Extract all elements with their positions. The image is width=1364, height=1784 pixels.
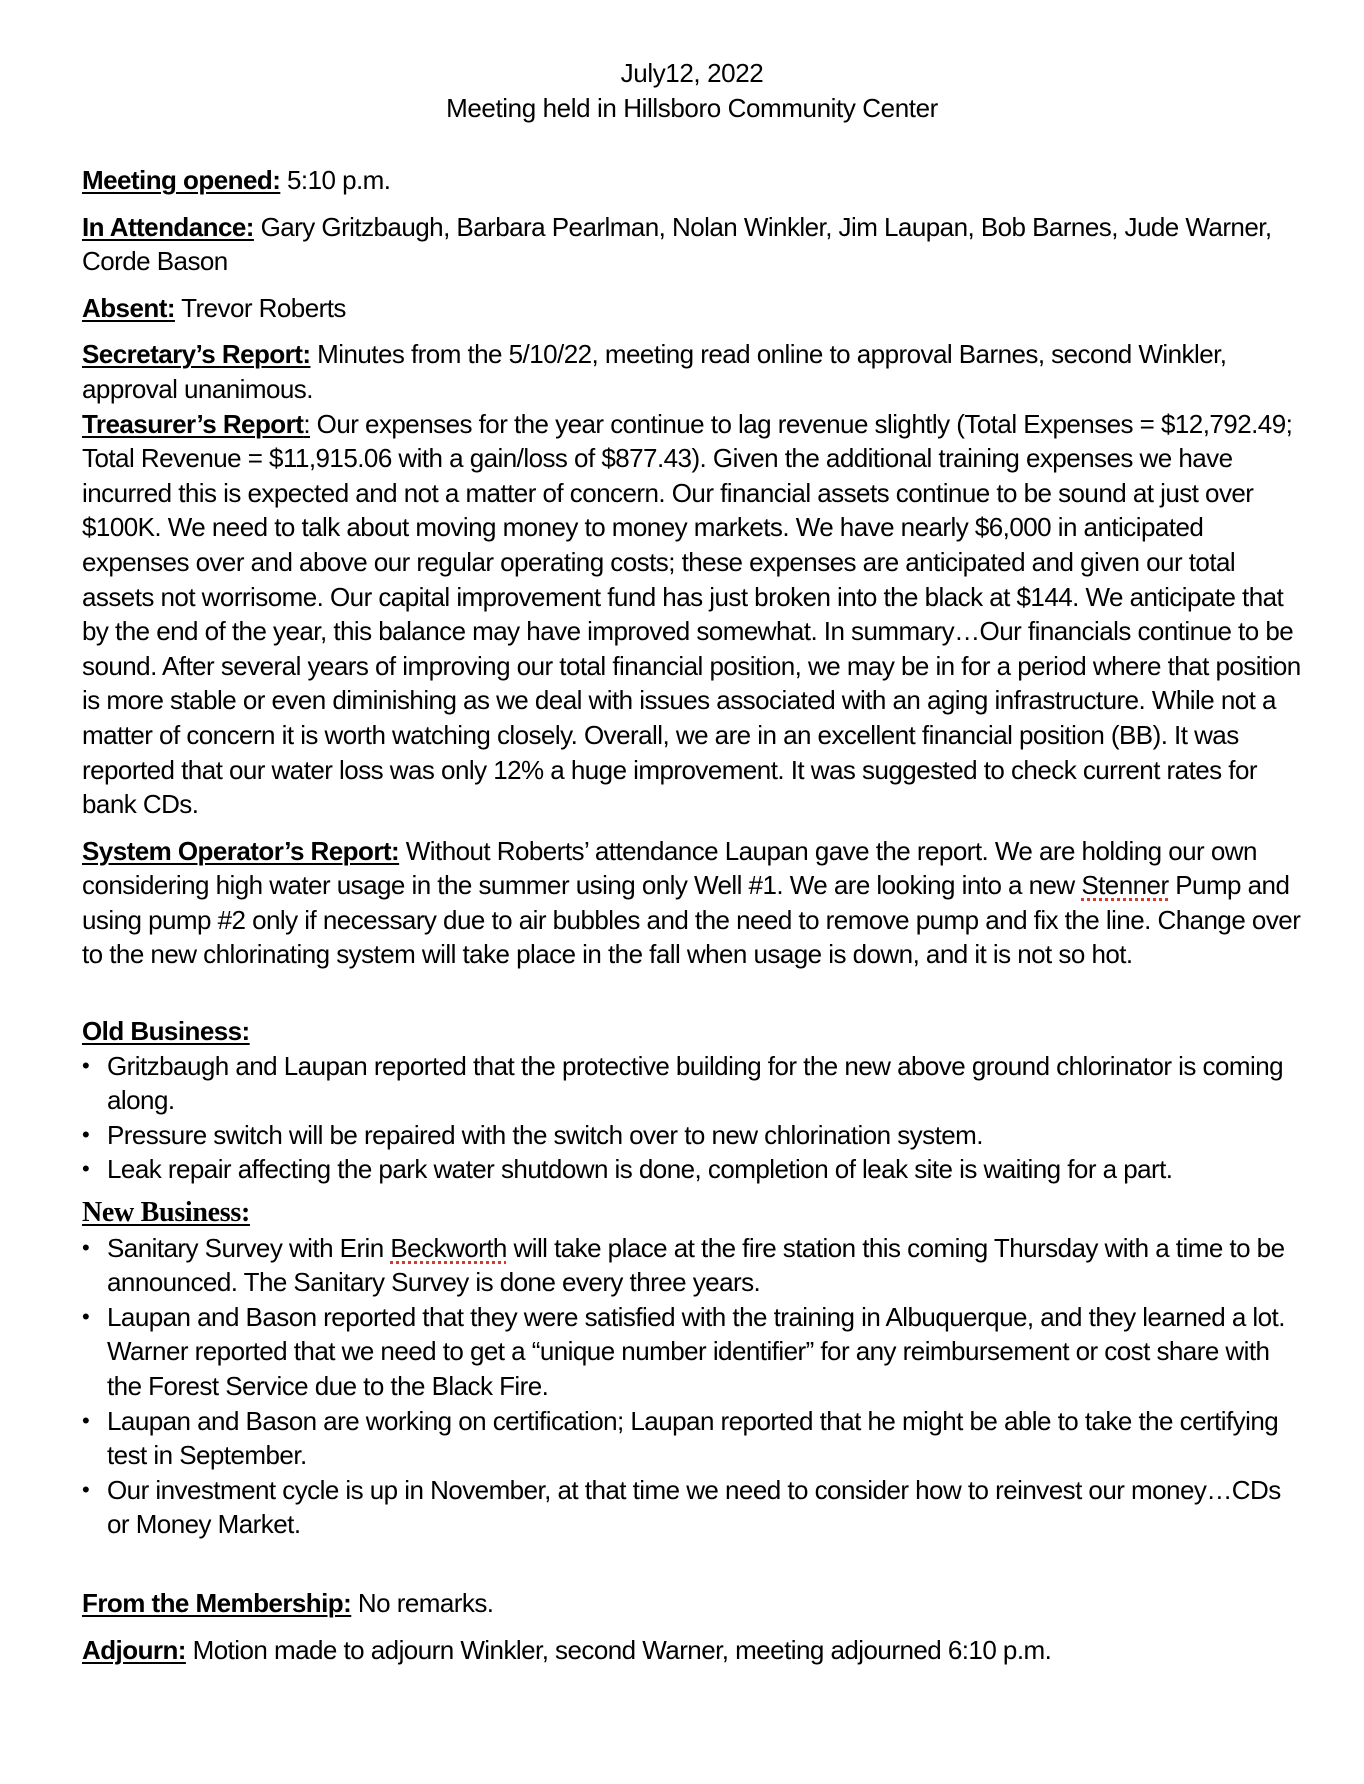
list-item: • Sanitary Survey with Erin Beckworth will take place at the fire station this coming Thursday with a time to be announced. The Sanitary Survey is done every three years. xyxy=(82,1232,1285,1298)
bullet-icon: • xyxy=(82,1407,90,1433)
list-item: • Gritzbaugh and Laupan reported that the protective building for the new above ground chlorinator is coming along. xyxy=(82,1050,1284,1116)
membership-section xyxy=(82,1586,1302,1621)
document-header xyxy=(82,56,1302,126)
bullet-icon: • xyxy=(82,1234,90,1260)
operator-report-text-b: Pump and using pump #2 only if necessary due to air bubbles and the need to remove pump and fix the line. Change over to the new chlorinating system will take place in the fall when usage is down, and it is not so hot. xyxy=(82,870,1301,970)
bullet-icon: • xyxy=(82,1156,90,1182)
treasurer-report-text: Our expenses for the year continue to lag revenue slightly (Total Expenses = $12,792.49; Total Revenue = $11,915.06 with a gain/loss of $877.43). Given the additional training expenses we have incurred this is expected and not a matter of concern. Our financial assets continue to be sound at just over $100K. We need to talk about moving money to money markets. We have nearly $6,000 in anticipated expenses over and above our regular operating costs; these expenses are anticipated and given our total assets not worrisome. Our capital improvement fund has just broken into the black at $144. We anticipate that by the end of the year, this balance may have improved somewhat. In summary…Our financials continue to be sound. After several years of improving our total financial position, we may be in for a period where that position is more stable or even diminishing as we deal with issues associated with an aging infrastructure. While not a matter of concern it is worth watching closely. Overall, we are in an excellent financial position (BB). It was reported that our water loss was only 12% a huge improvement. It was suggested to check current rates for bank CDs. xyxy=(82,408,1301,820)
adjourn-section xyxy=(82,1633,1302,1668)
adjourn-text: Motion made to adjourn Winkler, second Warner, meeting adjourned 6:10 p.m. xyxy=(185,1634,1052,1665)
new-business-list xyxy=(82,1231,1302,1542)
old-business-label: Old Business: xyxy=(82,1016,250,1047)
meeting-opened-section xyxy=(82,163,1302,198)
meeting-opened-label: Meeting opened: xyxy=(82,165,281,195)
list-item: • Leak repair affecting the park water shutdown is done, completion of leak site is waiting for a part. xyxy=(82,1152,1302,1187)
new-business-label: New Business: xyxy=(82,1197,251,1229)
operator-report-section xyxy=(82,834,1302,972)
treasurer-report-label: Treasurer’s Report xyxy=(82,408,304,439)
secretary-report-label: Secretary’s Report: xyxy=(82,339,311,370)
old-business-section xyxy=(82,1014,1302,1187)
attendance-label: In Attendance: xyxy=(82,211,254,242)
old-business-heading xyxy=(82,1014,1302,1049)
new-business-section xyxy=(82,1195,1302,1542)
attendance-list: Gary Gritzbaugh, Barbara Pearlman, Nolan Winkler, Jim Laupan, Bob Barnes, Jude Warner, Corde Bason xyxy=(82,211,1272,277)
spellcheck-flagged-word[interactable]: Beckworth xyxy=(390,1232,507,1263)
spellcheck-flagged-word[interactable]: Stenner xyxy=(1081,870,1169,901)
secretary-report-text: Minutes from the 5/10/22, meeting read online to approval Barnes, second Winkler, approval unanimous. xyxy=(82,339,1227,404)
adjourn-label: Adjourn: xyxy=(82,1634,186,1665)
membership-text: No remarks. xyxy=(351,1587,494,1618)
bullet-icon: • xyxy=(82,1052,90,1078)
bullet-icon: • xyxy=(82,1303,90,1329)
meeting-location: Meeting held in Hillsboro Community Center xyxy=(446,93,938,123)
membership-label: From the Membership: xyxy=(82,1587,352,1618)
operator-report-label: System Operator’s Report: xyxy=(82,835,400,866)
treasurer-report-colon: : xyxy=(303,408,310,439)
attendance-section xyxy=(82,210,1302,279)
old-business-list xyxy=(82,1049,1302,1187)
meeting-date: July12, 2022 xyxy=(620,58,764,88)
bullet-icon: • xyxy=(82,1476,90,1502)
list-item: • Our investment cycle is up in November, at that time we need to consider how to reinvest our money…CDs or Money Market. xyxy=(82,1474,1281,1540)
list-item: • Laupan and Bason reported that they were satisfied with the training in Albuquerque, and they learned a lot. Warner reported that we need to get a “unique number identifier” for any reimbursement or cost share with the Forest Service due to the Black Fire. xyxy=(82,1301,1285,1401)
absent-list: Trevor Roberts xyxy=(174,292,346,323)
secretary-report-section xyxy=(82,337,1302,406)
new-business-heading xyxy=(82,1195,1302,1231)
list-item: • Pressure switch will be repaired with the switch over to new chlorination system. xyxy=(82,1118,1302,1153)
bullet-icon: • xyxy=(82,1121,90,1147)
operator-report-text-a: Without Roberts’ attendance Laupan gave the report. We are holding our own considering high water usage in the summer using only Well #1. We are looking into a new xyxy=(82,835,1257,901)
list-item: • Laupan and Bason are working on certification; Laupan reported that he might be able to take the certifying test in September. xyxy=(82,1405,1279,1471)
absent-section xyxy=(82,291,1302,326)
absent-label: Absent: xyxy=(82,292,175,323)
treasurer-report-section xyxy=(82,407,1302,822)
meeting-opened-time: 5:10 p.m. xyxy=(280,165,391,195)
minutes-page xyxy=(82,56,1302,1667)
